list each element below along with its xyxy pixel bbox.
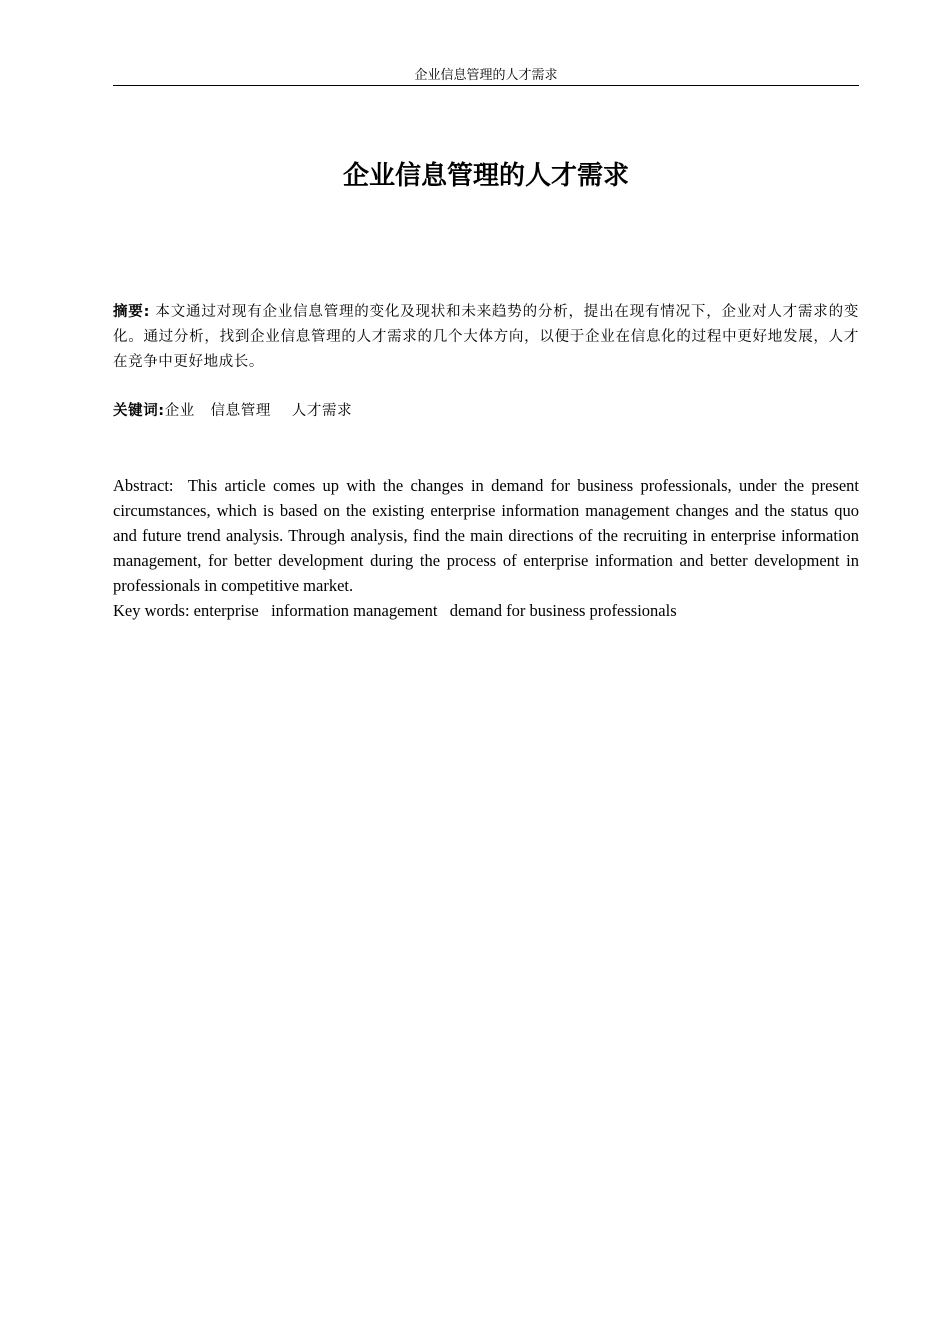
document-title: 企业信息管理的人才需求	[342, 161, 629, 191]
chinese-keywords-label: 关键词:	[113, 403, 165, 419]
english-keywords-text: enterprise information management demand for business professionals	[193, 601, 677, 620]
chinese-abstract-text: 本文通过对现有企业信息管理的变化及现状和未来趋势的分析，提出在现有情况下，企业对人才需求的变化。通过分析，找到企业信息管理的人才需求的几个大体方向，以便于企业在信息化的过程中更好地发展，人才在竞争中更好地成长。	[113, 304, 859, 370]
chinese-abstract-label: 摘要:	[113, 304, 150, 320]
chinese-keywords	[113, 399, 859, 424]
running-header	[113, 67, 859, 86]
english-keywords	[113, 598, 859, 623]
chinese-keywords-text: 企业 信息管理 人才需求	[164, 403, 353, 419]
english-abstract-label: Abstract:	[113, 476, 174, 495]
english-abstract-text: This article comes up with the changes in demand for business professionals, under the present circumstances, which is based on the existing enterprise information management changes and the status quo and future trend analysis. Through analysis, find the main directions of the recruiting in enterprise information management, for better development during the process of enterprise information and better development in professionals in competitive market.	[113, 476, 859, 595]
running-header-title: 企业信息管理的人才需求	[414, 68, 558, 83]
english-abstract	[113, 473, 859, 598]
chinese-abstract	[113, 300, 859, 375]
english-keywords-label: Key words:	[113, 601, 190, 620]
